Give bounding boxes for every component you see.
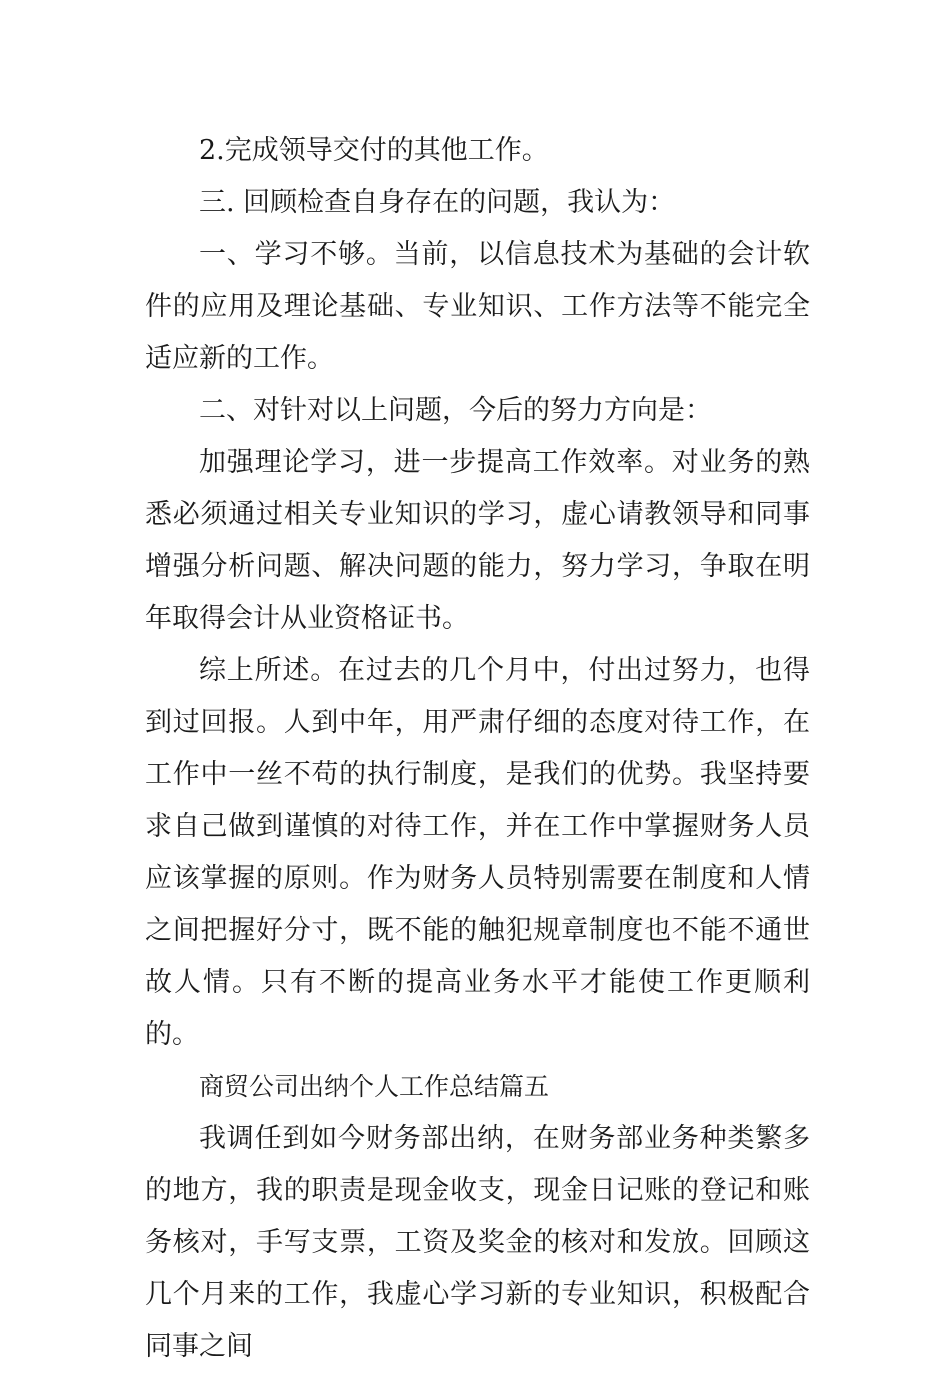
paragraph-summary: 综上所述。在过去的几个月中，付出过努力，也得到过回报。人到中年，用严肃仔细的态度对待工作，在工作中一丝不苟的执行制度，是我们的优势。我坚持要求自己做到谨慎的对待工作，并在工作中掌握财务人员应该掌握的原则。作为财务人员特别需要在制度和人情之间把握好分寸，既不能的触犯规章制度也不能不通世故人情。只有不断的提高业务水平才能使工作更顺利的。 bbox=[145, 655, 810, 1050]
section-heading-part-five: 商贸公司出纳个人工作总结篇五 bbox=[199, 1072, 550, 1101]
paragraph-strengthen-theory: 加强理论学习，进一步提高工作效率。对业务的熟悉必须通过相关专业知识的学习，虚心请教领导和同事增强分析问题、解决问题的能力，努力学习，争取在明年取得会计从业资格证书。 bbox=[145, 447, 810, 634]
paragraph-other-work: 2.完成领导交付的其他工作。 bbox=[199, 135, 549, 166]
paragraph-cashier-duties: 我调任到如今财务部出纳，在财务部业务种类繁多的地方，我的职责是现金收支，现金日记账的登记和账务核对，手写支票，工资及奖金的核对和发放。回顾这几个月来的工作，我虚心学习新的专业知识，积极配合同事之间 bbox=[145, 1123, 810, 1362]
document-body bbox=[145, 125, 810, 1373]
paragraph-study-insufficient: 一、学习不够。当前，以信息技术为基础的会计软件的应用及理论基础、专业知识、工作方法等不能完全适应新的工作。 bbox=[145, 239, 810, 374]
paragraph-improvement-direction: 二、对针对以上问题，今后的努力方向是： bbox=[199, 395, 712, 426]
paragraph-section-three: 三. 回顾检查自身存在的问题，我认为： bbox=[199, 187, 676, 218]
